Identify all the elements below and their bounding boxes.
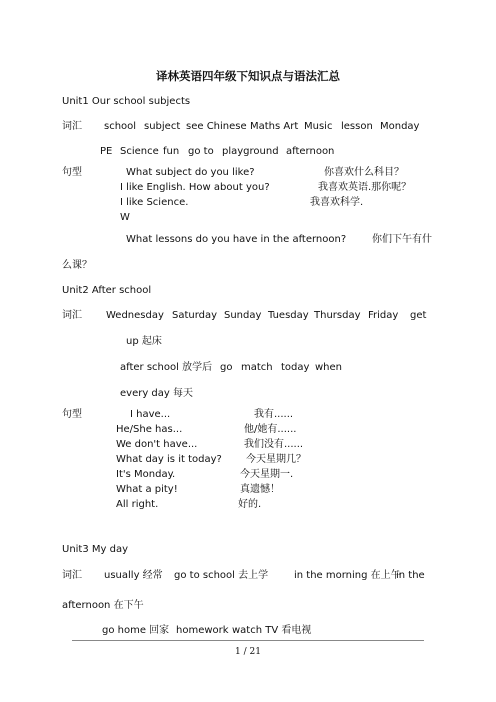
vocab-word: get	[410, 310, 427, 321]
sentence-zh: 我有......	[254, 409, 294, 420]
sentence-en: I have...	[130, 409, 171, 420]
sentence-en: What subject do you like?	[126, 167, 255, 178]
sentence-en: I like English. How about you?	[120, 182, 270, 193]
vocab-word: Maths Art	[250, 121, 299, 132]
vocab-word: lesson	[341, 121, 373, 132]
vocab-word: Tuesday	[268, 310, 309, 321]
unit2-sentence-label: 句型	[62, 409, 82, 420]
question-zh: 你们下午有什	[372, 234, 432, 245]
unit1-sentence-label: 句型	[62, 167, 82, 178]
sentence-zh: 好的.	[238, 499, 262, 510]
unit2-heading: Unit2 After school	[62, 285, 152, 296]
question-en: What lessons do you have in the afternoon?	[126, 234, 347, 245]
vocab-word: playground	[222, 146, 279, 157]
sentence-zh: 他/她有......	[244, 424, 297, 435]
vocab-word: go home 回家	[102, 625, 170, 636]
footer-divider	[72, 640, 424, 641]
sentence-en: What a pity!	[116, 484, 178, 495]
sentence-en: It's Monday.	[116, 469, 176, 480]
unit1-vocab-label: 词汇	[62, 121, 82, 132]
vocab-word: today	[281, 362, 310, 373]
vocab-word: afternoon	[286, 146, 335, 157]
vocab-word: fun	[163, 146, 180, 157]
vocab-word: school	[104, 121, 137, 132]
vocab-word: watch TV 看电视	[232, 625, 312, 636]
sentence-zh: 我喜欢英语.那你呢？	[318, 182, 412, 193]
vocab-word: Music	[304, 121, 333, 132]
sentence-zh: 真遗憾！	[240, 484, 280, 495]
vocab-word: homework	[176, 625, 229, 636]
sentence-en: He/She has...	[116, 424, 183, 435]
vocab-word: Sunday	[224, 310, 262, 321]
vocab-word: go to school 去上学	[174, 570, 269, 581]
sentence-en: All right.	[116, 499, 159, 510]
vocab-word: after school 放学后	[120, 362, 213, 373]
page-number: 1 / 21	[235, 647, 261, 657]
unit3-vocab-label: 词汇	[62, 570, 82, 581]
sentence-en: I like Science.	[120, 197, 189, 208]
question-zh-cont: 么课？	[62, 260, 92, 271]
vocab-word: Wednesday	[106, 310, 164, 321]
vocab-word: up 起床	[126, 336, 162, 347]
vocab-word: Thursday	[314, 310, 361, 321]
sentence-en: We don't have...	[116, 439, 198, 450]
sentence-zh: 今天星期几？	[246, 454, 306, 465]
sentence-en: W	[120, 212, 130, 223]
vocab-word: every day 每天	[120, 388, 194, 399]
vocab-word: usually 经常	[104, 570, 163, 581]
vocab-word: go	[220, 362, 233, 373]
vocab-word: Science	[120, 146, 159, 157]
vocab-word: in the morning 在上午	[294, 570, 401, 581]
vocab-word: in the	[396, 570, 425, 581]
vocab-word: see Chinese	[186, 121, 247, 132]
sentence-en: What day is it today?	[116, 454, 222, 465]
sentence-zh: 我们没有......	[244, 439, 304, 450]
vocab-word: match	[241, 362, 273, 373]
document-title: 译林英语四年级下知识点与语法汇总	[156, 69, 340, 83]
unit1-heading: Unit1 Our school subjects	[62, 96, 191, 107]
vocab-word: PE	[100, 146, 113, 157]
vocab-word: go to	[188, 146, 214, 157]
unit2-vocab-label: 词汇	[62, 310, 82, 321]
vocab-word: subject	[144, 121, 181, 132]
sentence-zh: 今天星期一.	[240, 469, 294, 480]
vocab-word: Friday	[368, 310, 399, 321]
vocab-word: Monday	[380, 121, 420, 132]
vocab-word: afternoon 在下午	[62, 600, 144, 611]
sentence-zh: 你喜欢什么科目？	[324, 167, 404, 178]
vocab-word: Saturday	[172, 310, 218, 321]
vocab-word: when	[315, 362, 343, 373]
sentence-zh: 我喜欢科学.	[310, 197, 364, 208]
unit3-heading: Unit3 My day	[62, 544, 129, 555]
